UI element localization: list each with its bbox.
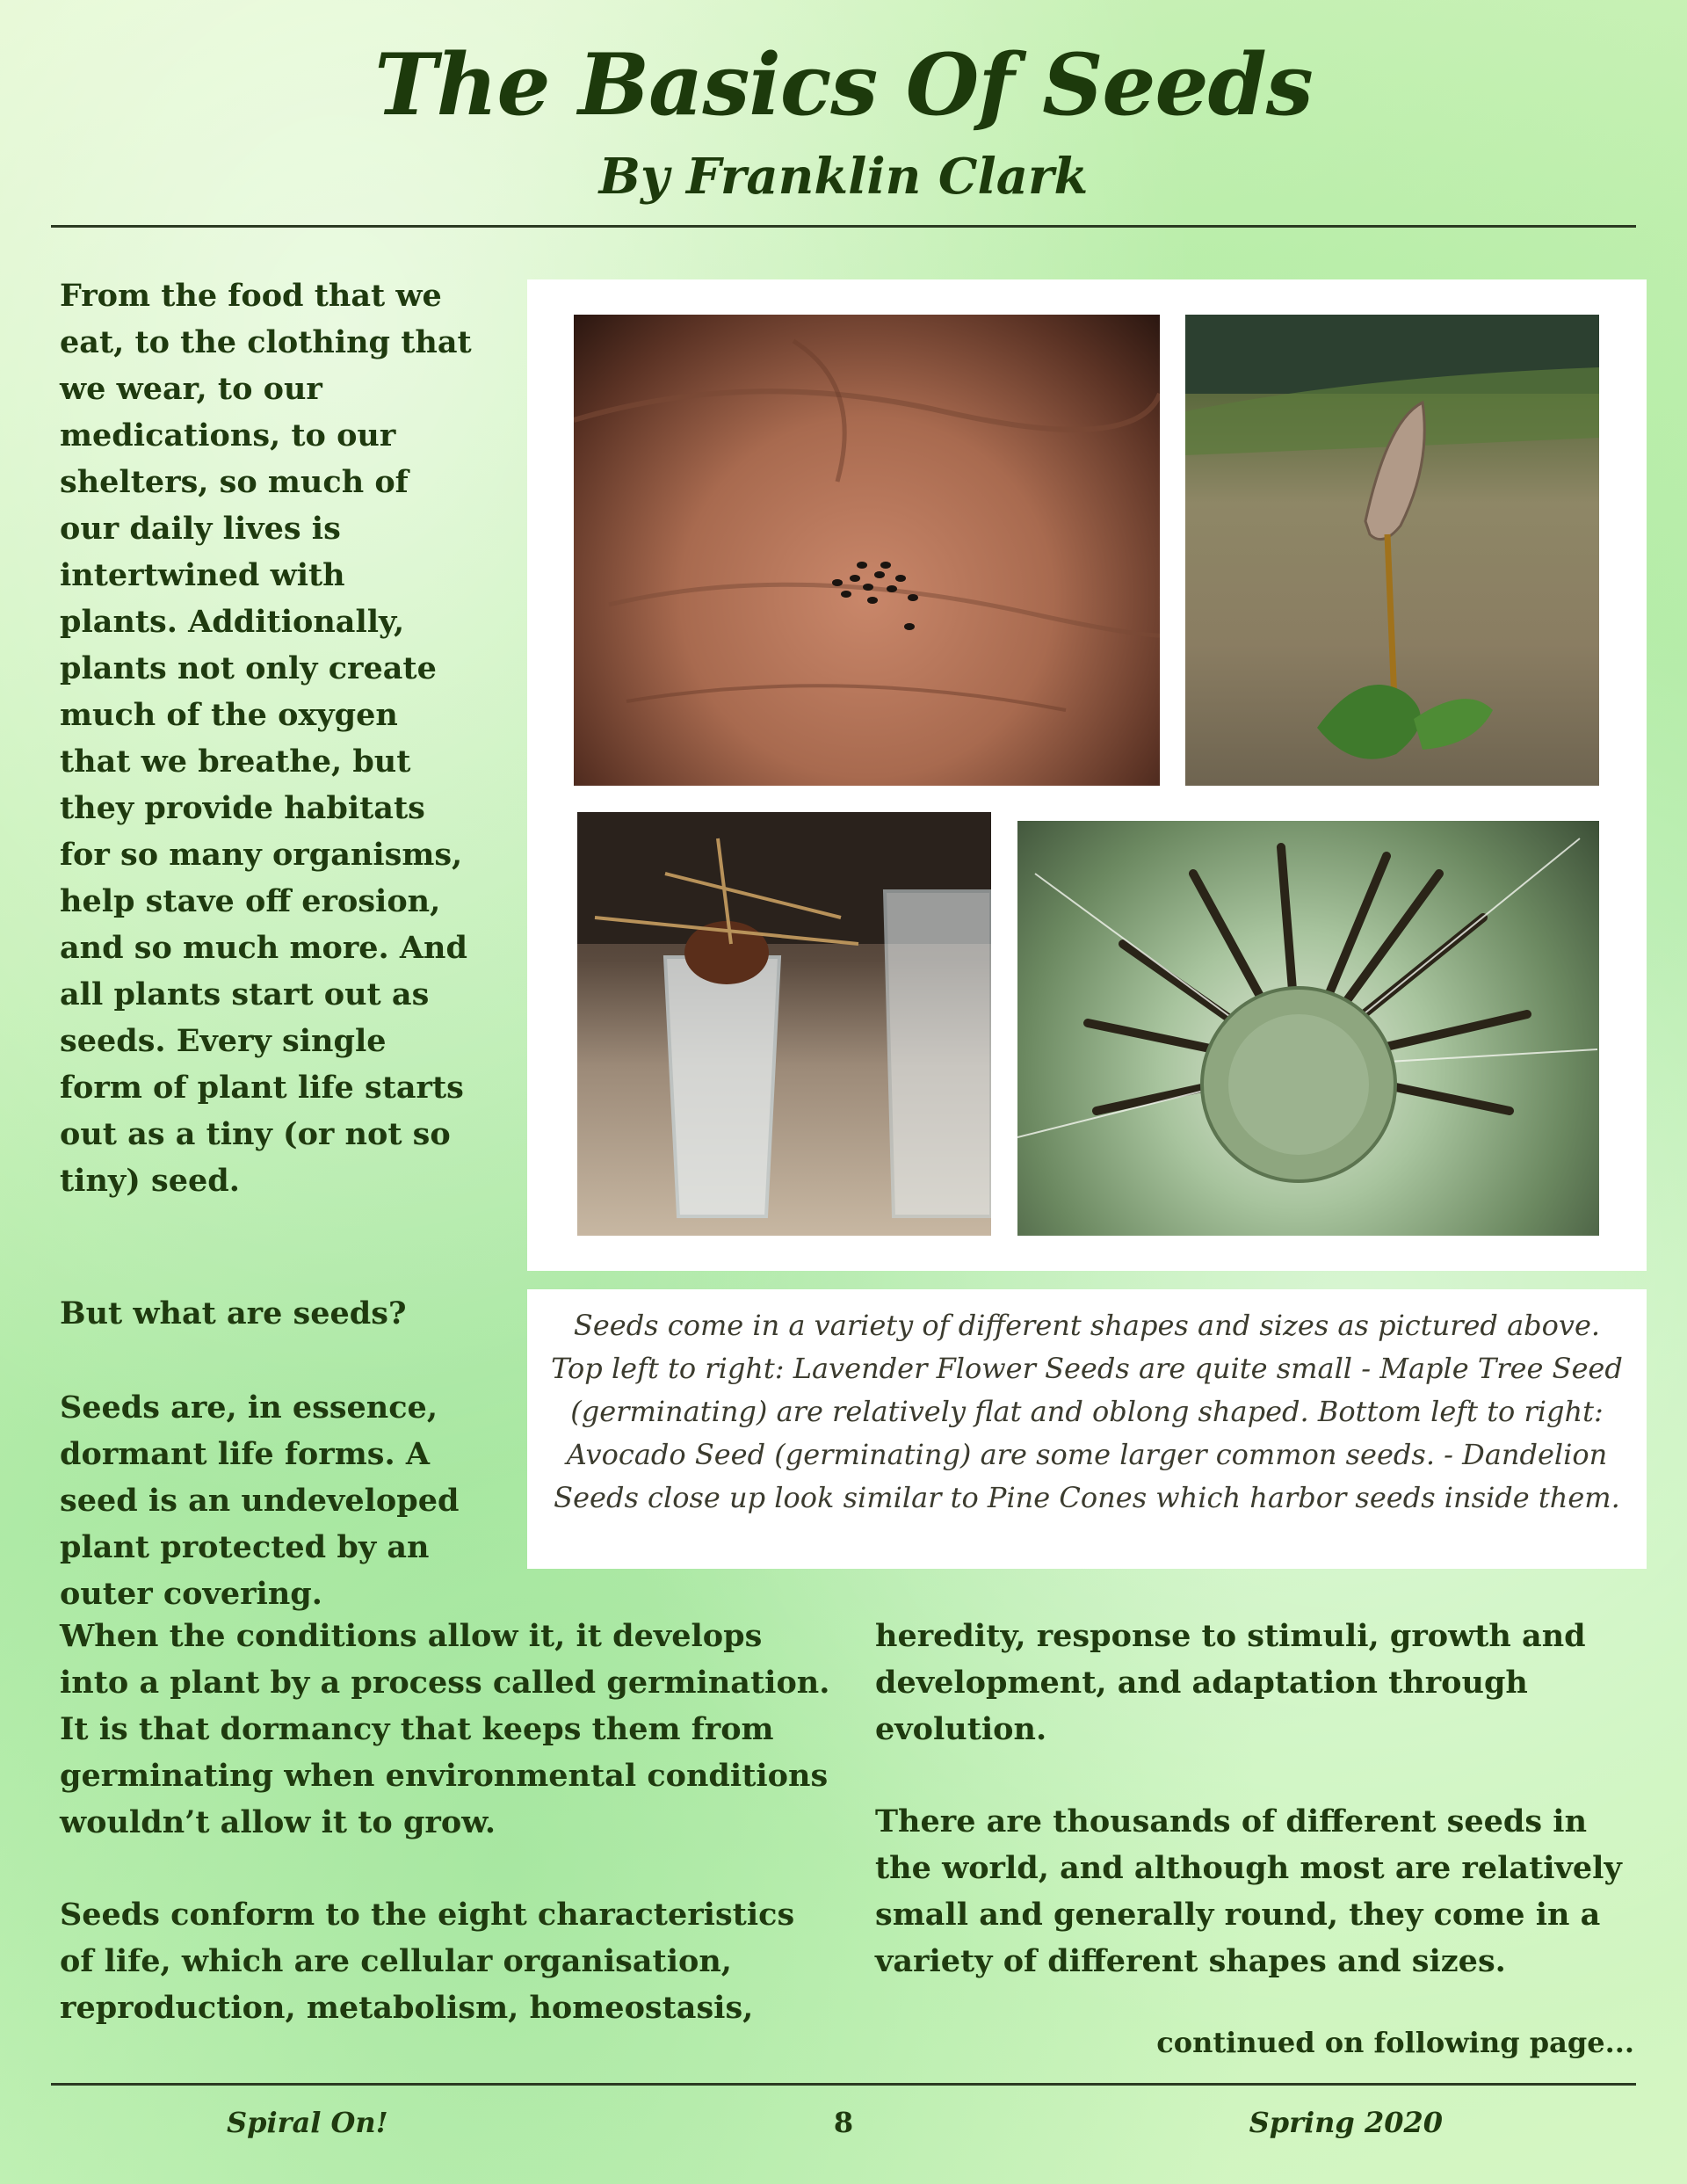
avocado-seed-illustration	[577, 812, 991, 1236]
footer-publication: Spiral On!	[227, 2106, 388, 2139]
germination-paragraph: When the conditions allow it, it develops into a plant by a process called germination. It is that dormancy that keeps them from germinating when environmental conditions wouldn’t allow it to grow.	[60, 1618, 830, 1840]
seed-variety-paragraph: There are thousands of different seeds in the world, and although most are relatively small and generally round, they come in a variety of different shapes and sizes.	[875, 1803, 1622, 1979]
intro-paragraph: From the food that we eat, to the clothing that we wear, to our medications, to our shelters, so much of our daily lives is intertwined with plants. Additionally, plants not only create much of the oxygen that we breathe, but they provide habitats for so many organisms, help stave off erosion, and so much more. And all plants start out as seeds. Every single form of plant life starts out as a tiny (or not so tiny) seed.	[60, 278, 472, 1199]
photo-caption: Seeds come in a variety of different shapes and sizes as pictured above. Top left to right: Lavender Flower Seeds are quite small - Maple Tree Seed (germinating) are relatively flat and oblong shaped. Bottom left to right: Avocado Seed (germinating) are some larger common seeds. - Dandelion Seeds close up look similar to Pine Cones which harbor seeds inside them.	[551, 1309, 1623, 1514]
author-byline: By Franklin Clark	[598, 148, 1089, 206]
characteristics-continued-paragraph: heredity, response to stimuli, growth and development, and adaptation through evolution.	[875, 1618, 1586, 1747]
continued-note: continued on following page...	[1156, 2026, 1634, 2059]
page-number: 8	[833, 2106, 854, 2139]
dandelion-seeds-photo	[1017, 821, 1599, 1236]
maple-seed-photo	[1185, 315, 1599, 786]
page-title: The Basics Of Seeds	[374, 35, 1313, 134]
section-question: But what are seeds?	[60, 1295, 407, 1331]
maple-seed-illustration	[1185, 315, 1599, 786]
seeds-definition-paragraph: Seeds are, in essence, dormant life forms. A seed is an undeveloped plant protected by an outer covering.	[60, 1389, 460, 1612]
lavender-seeds-photo	[574, 315, 1160, 786]
footer-divider	[51, 2083, 1636, 2086]
dandelion-seed-head-illustration	[1017, 821, 1599, 1236]
header-divider	[51, 225, 1636, 228]
avocado-seed-photo	[577, 812, 991, 1236]
lavender-seeds-illustration	[574, 315, 1160, 786]
footer-issue: Spring 2020	[1249, 2106, 1443, 2139]
characteristics-paragraph: Seeds conform to the eight characteristics of life, which are cellular organisation, reproduction, metabolism, homeostasis,	[60, 1897, 795, 2026]
